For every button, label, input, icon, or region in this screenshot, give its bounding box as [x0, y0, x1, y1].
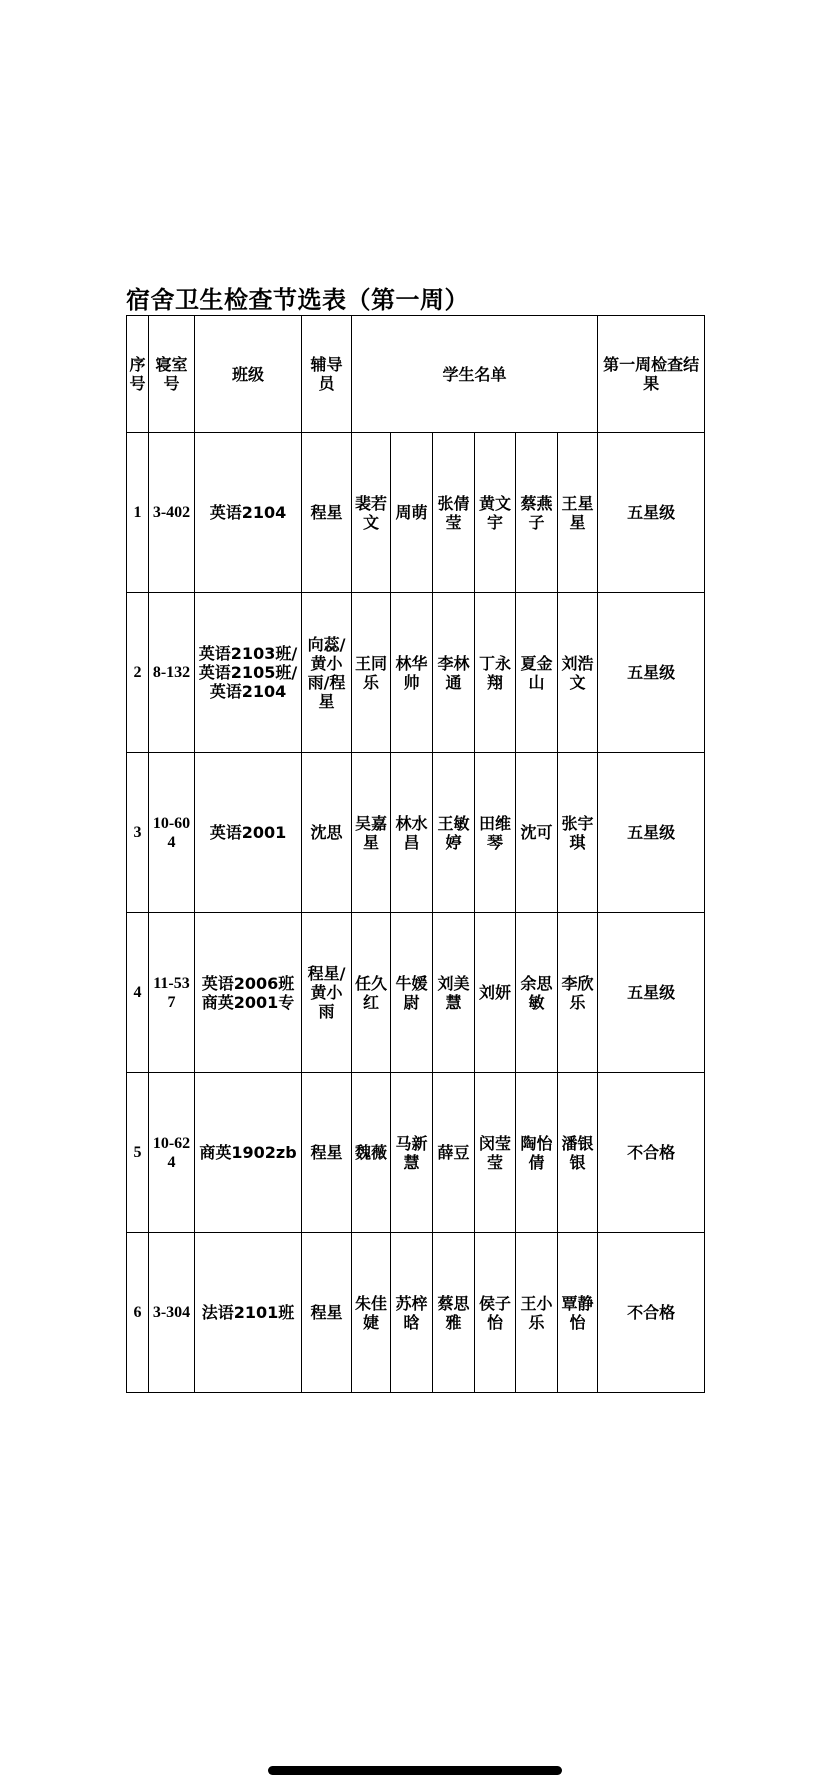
room-number-cell: 3-402: [149, 433, 195, 593]
class-cell: 商英1902zb: [195, 1073, 302, 1233]
student-name-cell: 王小乐: [516, 1233, 558, 1393]
student-name-cell: 张倩莹: [433, 433, 475, 593]
student-name-cell: 魏薇: [352, 1073, 391, 1233]
table-row: [127, 593, 705, 753]
counselor-cell: 程星: [302, 433, 352, 593]
table-title: 宿舍卫生检查节选表（第一周）: [126, 286, 469, 314]
student-name-cell: 黄文宇: [475, 433, 516, 593]
header-row: [127, 316, 705, 433]
class-cell: 英语2104: [195, 433, 302, 593]
dorm-inspection-table: [126, 315, 705, 1393]
student-name-cell: 刘妍: [475, 913, 516, 1073]
room-number-cell: 10-624: [149, 1073, 195, 1233]
header-students: 学生名单: [352, 316, 598, 433]
student-name-cell: 张宇琪: [558, 753, 598, 913]
student-name-cell: 马新慧: [391, 1073, 433, 1233]
student-name-cell: 牛媛尉: [391, 913, 433, 1073]
table-row: [127, 433, 705, 593]
student-name-cell: 沈可: [516, 753, 558, 913]
header-counselor: 辅导员: [302, 316, 352, 433]
counselor-cell: 程星: [302, 1233, 352, 1393]
counselor-cell: 沈思: [302, 753, 352, 913]
room-number-cell: 11-537: [149, 913, 195, 1073]
header-class: 班级: [195, 316, 302, 433]
result-cell: 不合格: [598, 1233, 705, 1393]
student-name-cell: 覃静怡: [558, 1233, 598, 1393]
student-name-cell: 李欣乐: [558, 913, 598, 1073]
student-name-cell: 侯子怡: [475, 1233, 516, 1393]
student-name-cell: 任久红: [352, 913, 391, 1073]
student-name-cell: 李林通: [433, 593, 475, 753]
student-name-cell: 陶怡倩: [516, 1073, 558, 1233]
student-name-cell: 朱佳婕: [352, 1233, 391, 1393]
class-cell: 法语2101班: [195, 1233, 302, 1393]
counselor-cell: 程星/黄小雨: [302, 913, 352, 1073]
student-name-cell: 刘美慧: [433, 913, 475, 1073]
student-name-cell: 闵莹莹: [475, 1073, 516, 1233]
student-name-cell: 刘浩文: [558, 593, 598, 753]
student-name-cell: 苏梓晗: [391, 1233, 433, 1393]
student-name-cell: 田维琴: [475, 753, 516, 913]
student-name-cell: 林华帅: [391, 593, 433, 753]
result-cell: 五星级: [598, 433, 705, 593]
room-number-cell: 8-132: [149, 593, 195, 753]
student-name-cell: 薛豆: [433, 1073, 475, 1233]
student-name-cell: 林水昌: [391, 753, 433, 913]
row-index-cell: 5: [127, 1073, 149, 1233]
student-name-cell: 夏金山: [516, 593, 558, 753]
table-row: [127, 753, 705, 913]
student-name-cell: 王星星: [558, 433, 598, 593]
header-room: 寝室号: [149, 316, 195, 433]
student-name-cell: 裴若文: [352, 433, 391, 593]
student-name-cell: 蔡燕子: [516, 433, 558, 593]
student-name-cell: 吴嘉星: [352, 753, 391, 913]
class-cell: 英语2103班/英语2105班/英语2104: [195, 593, 302, 753]
result-cell: 不合格: [598, 1073, 705, 1233]
header-index: 序号: [127, 316, 149, 433]
student-name-cell: 蔡思雅: [433, 1233, 475, 1393]
home-indicator: [268, 1766, 562, 1775]
room-number-cell: 3-304: [149, 1233, 195, 1393]
student-name-cell: 王同乐: [352, 593, 391, 753]
student-name-cell: 潘银银: [558, 1073, 598, 1233]
student-name-cell: 王敏婷: [433, 753, 475, 913]
row-index-cell: 2: [127, 593, 149, 753]
student-name-cell: 周萌: [391, 433, 433, 593]
student-name-cell: 余思敏: [516, 913, 558, 1073]
room-number-cell: 10-604: [149, 753, 195, 913]
table-row: [127, 1233, 705, 1393]
result-cell: 五星级: [598, 753, 705, 913]
class-cell: 英语2001: [195, 753, 302, 913]
table-row: [127, 1073, 705, 1233]
counselor-cell: 向蕊/黄小雨/程星: [302, 593, 352, 753]
table-row: [127, 913, 705, 1073]
result-cell: 五星级: [598, 913, 705, 1073]
counselor-cell: 程星: [302, 1073, 352, 1233]
class-cell: 英语2006班商英2001专: [195, 913, 302, 1073]
header-result: 第一周检查结果: [598, 316, 705, 433]
student-name-cell: 丁永翔: [475, 593, 516, 753]
row-index-cell: 6: [127, 1233, 149, 1393]
row-index-cell: 1: [127, 433, 149, 593]
row-index-cell: 4: [127, 913, 149, 1073]
result-cell: 五星级: [598, 593, 705, 753]
row-index-cell: 3: [127, 753, 149, 913]
